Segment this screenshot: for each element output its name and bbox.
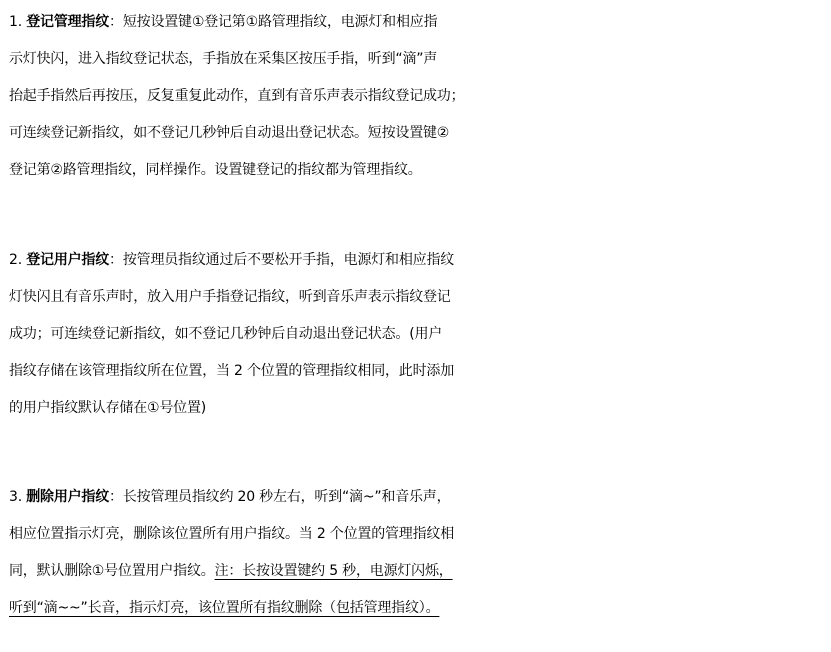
section-3-colon: ： (109, 489, 123, 505)
delete-note-underlined: 注：长按设置键约 5 秒，电源灯闪烁， (214, 563, 453, 579)
section-3-line-3 (9, 553, 831, 590)
section-2-line-5: 的用户指纹默认存储在①号位置) (9, 400, 207, 416)
section-2-title: 登记用户指纹 (26, 252, 110, 268)
section-1-line-1 (9, 4, 831, 41)
section-3-number: 3. (9, 489, 22, 505)
section-2-line-1 (9, 242, 831, 279)
section-2-line-3: 成功；可连续登记新指纹，如不登记几秒钟后自动退出登记状态。(用户 (9, 326, 443, 342)
section-delete-user (9, 479, 831, 627)
section-3-text-3: 同，默认删除①号位置用户指纹。 (9, 563, 215, 579)
section-1-number: 1. (9, 14, 22, 30)
section-1-line-3: 抬起手指然后再按压，反复重复此动作，直到有音乐声表示指纹登记成功； (9, 88, 465, 104)
section-2-line-4: 指纹存储在该管理指纹所在位置，当 2 个位置的管理指纹相同，此时添加 (9, 363, 455, 379)
section-register-user (9, 242, 831, 427)
section-3-line-1 (9, 479, 831, 516)
section-3-title: 删除用户指纹 (26, 489, 110, 505)
section-2-number: 2. (9, 252, 22, 268)
section-3-text: 长按管理员指纹约 20 秒左右，听到“滴~”和音乐声， (122, 489, 451, 505)
section-1-line-2: 示灯快闪，进入指纹登记状态，手指放在采集区按压手指，听到“滴”声 (9, 51, 438, 67)
section-1-line-5: 登记第②路管理指纹，同样操作。设置键登记的指纹都为管理指纹。 (9, 162, 422, 178)
section-2-line-2: 灯快闪且有音乐声时，放入用户手指登记指纹，听到音乐声表示指纹登记 (9, 289, 451, 305)
section-1-line-4: 可连续登记新指纹，如不登记几秒钟后自动退出登记状态。短按设置键② (9, 125, 450, 141)
section-2-text: 按管理员指纹通过后不要松开手指，电源灯和相应指纹 (122, 252, 455, 268)
section-1-title: 登记管理指纹 (26, 14, 110, 30)
section-2-colon: ： (109, 252, 123, 268)
section-1-text: 短按设置键①登记第①路管理指纹，电源灯和相应指 (122, 14, 438, 30)
section-1-colon: ： (109, 14, 123, 30)
section-3-line-2: 相应位置指示灯亮，删除该位置所有用户指纹。当 2 个位置的管理指纹相 (9, 526, 455, 542)
section-register-admin (9, 4, 831, 189)
delete-note-underlined-last: 听到“滴~~”长音，指示灯亮，该位置所有指纹删除（包括管理指纹）。 (9, 600, 440, 616)
